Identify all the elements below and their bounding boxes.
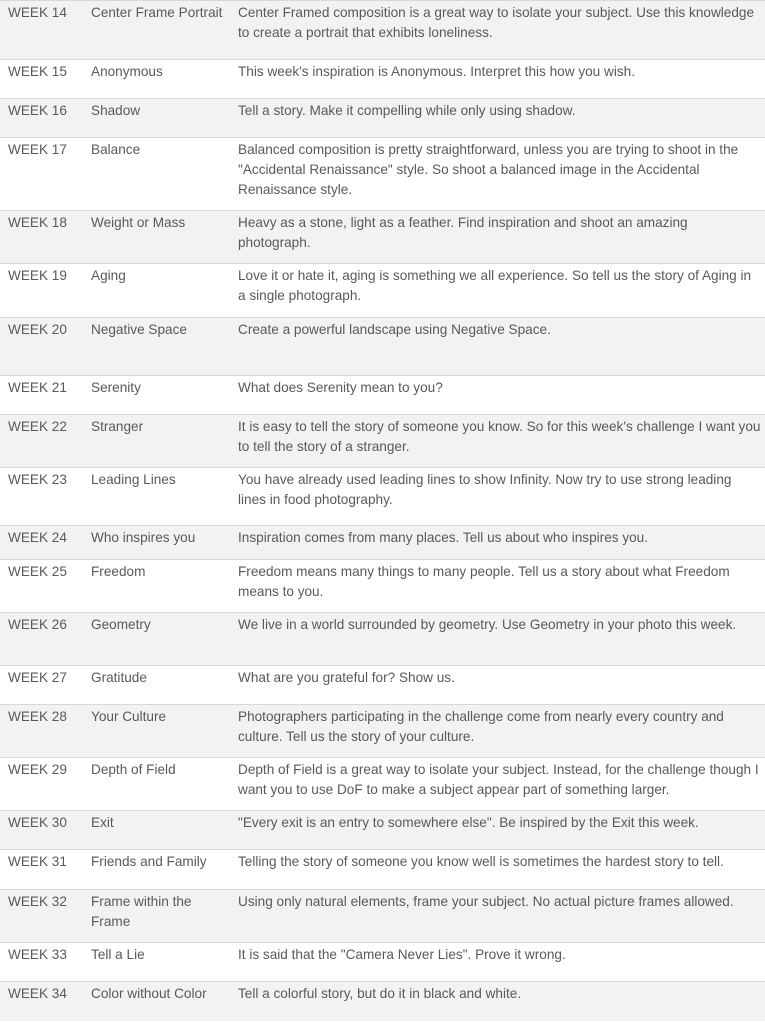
theme-cell: Depth of Field (83, 758, 230, 811)
theme-cell: Who inspires you (83, 526, 230, 560)
table-row (0, 811, 765, 850)
week-cell: WEEK 29 (0, 758, 83, 811)
description-cell: You have already used leading lines to show Infinity. Now try to use strong leading lines in food photography. (230, 468, 765, 526)
table-row (0, 526, 765, 560)
theme-cell: Frame within the Frame (83, 890, 230, 943)
table-row (0, 982, 765, 1021)
table-row (0, 318, 765, 376)
theme-cell: Leading Lines (83, 468, 230, 526)
description-cell: Tell a story. Make it compelling while only using shadow. (230, 99, 765, 138)
week-cell: WEEK 30 (0, 811, 83, 850)
table-row (0, 890, 765, 943)
description-cell: Create a powerful landscape using Negative Space. (230, 318, 765, 376)
description-cell: What are you grateful for? Show us. (230, 666, 765, 705)
table-row (0, 758, 765, 811)
table-row (0, 138, 765, 211)
description-cell: Tell a colorful story, but do it in black and white. (230, 982, 765, 1021)
description-cell: Center Framed composition is a great way to isolate your subject. Use this knowledge to create a portrait that exhibits loneliness. (230, 1, 765, 60)
week-cell: WEEK 21 (0, 376, 83, 415)
description-cell: "Every exit is an entry to somewhere else". Be inspired by the Exit this week. (230, 811, 765, 850)
week-cell: WEEK 25 (0, 560, 83, 613)
table-row (0, 415, 765, 468)
theme-cell: Serenity (83, 376, 230, 415)
week-cell: WEEK 22 (0, 415, 83, 468)
theme-cell: Anonymous (83, 60, 230, 99)
theme-cell: Center Frame Portrait (83, 1, 230, 60)
theme-cell: Friends and Family (83, 850, 230, 890)
table-row (0, 211, 765, 264)
description-cell: Telling the story of someone you know well is sometimes the hardest story to tell. (230, 850, 765, 890)
theme-cell: Shadow (83, 99, 230, 138)
theme-cell: Weight or Mass (83, 211, 230, 264)
table-row (0, 705, 765, 758)
theme-cell: Tell a Lie (83, 943, 230, 982)
table-row (0, 99, 765, 138)
description-cell: Using only natural elements, frame your subject. No actual picture frames allowed. (230, 890, 765, 943)
table-row (0, 613, 765, 666)
week-cell: WEEK 31 (0, 850, 83, 890)
description-cell: We live in a world surrounded by geometry. Use Geometry in your photo this week. (230, 613, 765, 666)
week-cell: WEEK 20 (0, 318, 83, 376)
week-cell: WEEK 16 (0, 99, 83, 138)
week-cell: WEEK 34 (0, 982, 83, 1021)
week-cell: WEEK 33 (0, 943, 83, 982)
theme-cell: Geometry (83, 613, 230, 666)
description-cell: Depth of Field is a great way to isolate your subject. Instead, for the challenge though I want you to use DoF to make a subject appear part of something larger. (230, 758, 765, 811)
description-cell: Balanced composition is pretty straightforward, unless you are trying to shoot in the "Accidental Renaissance" style. So shoot a balanced image in the Accidental Renaissance style. (230, 138, 765, 211)
theme-cell: Balance (83, 138, 230, 211)
week-cell: WEEK 24 (0, 526, 83, 560)
theme-cell: Exit (83, 811, 230, 850)
description-cell: It is said that the "Camera Never Lies". Prove it wrong. (230, 943, 765, 982)
table-row (0, 666, 765, 705)
table-row (0, 943, 765, 982)
theme-cell: Aging (83, 264, 230, 318)
week-cell: WEEK 23 (0, 468, 83, 526)
description-cell: Freedom means many things to many people. Tell us a story about what Freedom means to you. (230, 560, 765, 613)
table-row (0, 850, 765, 890)
description-cell: It is easy to tell the story of someone you know. So for this week's challenge I want you to tell the story of a stranger. (230, 415, 765, 468)
table-row (0, 60, 765, 99)
description-cell: This week's inspiration is Anonymous. Interpret this how you wish. (230, 60, 765, 99)
theme-cell: Negative Space (83, 318, 230, 376)
description-cell: Inspiration comes from many places. Tell us about who inspires you. (230, 526, 765, 560)
week-cell: WEEK 26 (0, 613, 83, 666)
week-cell: WEEK 32 (0, 890, 83, 943)
week-cell: WEEK 17 (0, 138, 83, 211)
description-cell: What does Serenity mean to you? (230, 376, 765, 415)
week-cell: WEEK 19 (0, 264, 83, 318)
description-cell: Love it or hate it, aging is something we all experience. So tell us the story of Aging in a single photograph. (230, 264, 765, 318)
table-row (0, 376, 765, 415)
theme-cell: Your Culture (83, 705, 230, 758)
table-row (0, 468, 765, 526)
table-row (0, 1, 765, 60)
table-row (0, 560, 765, 613)
week-cell: WEEK 28 (0, 705, 83, 758)
description-cell: Heavy as a stone, light as a feather. Find inspiration and shoot an amazing photograph. (230, 211, 765, 264)
theme-cell: Stranger (83, 415, 230, 468)
table-row (0, 264, 765, 318)
theme-cell: Gratitude (83, 666, 230, 705)
week-cell: WEEK 27 (0, 666, 83, 705)
week-cell: WEEK 15 (0, 60, 83, 99)
week-cell: WEEK 18 (0, 211, 83, 264)
theme-cell: Freedom (83, 560, 230, 613)
week-cell: WEEK 14 (0, 1, 83, 60)
theme-cell: Color without Color (83, 982, 230, 1021)
description-cell: Photographers participating in the challenge come from nearly every country and culture. Tell us the story of your culture. (230, 705, 765, 758)
